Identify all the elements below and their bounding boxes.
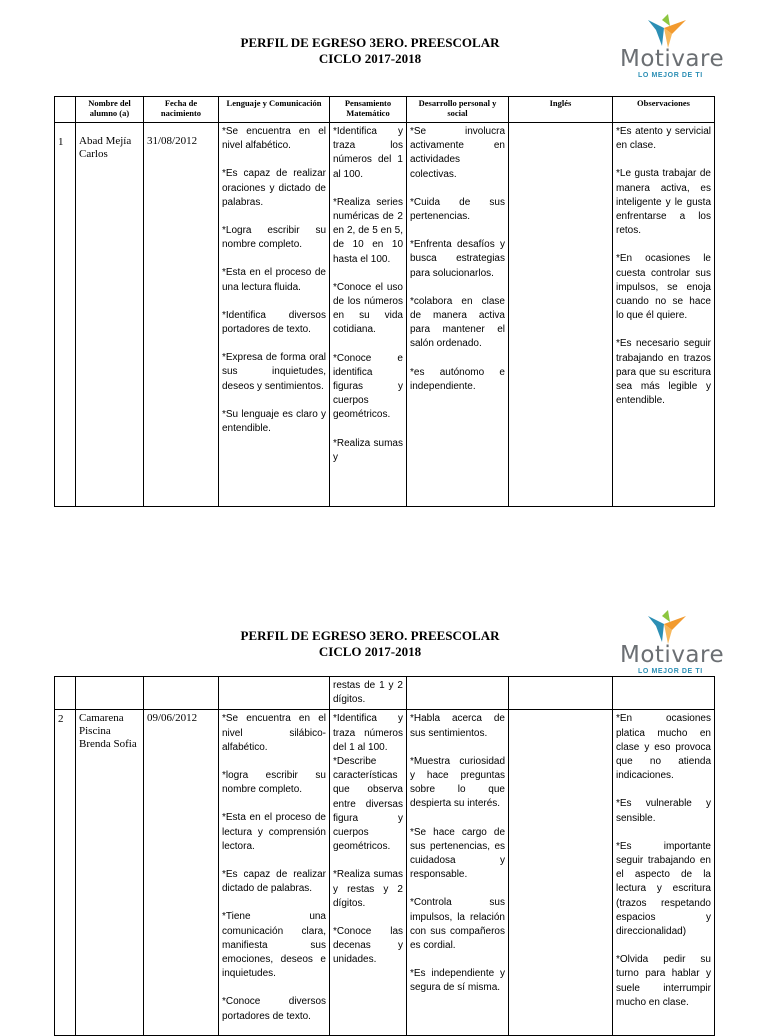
table-row [55, 123, 715, 507]
paragraph: *En ocasiones le cuesta controlar sus impulsos, se enoja cuando no se hace lo que él quiere. [616, 253, 711, 322]
paragraph: *Es capaz de realizar oraciones y dictado de palabras. [222, 168, 326, 208]
cell-observaciones [613, 123, 715, 507]
cell-ingles [509, 710, 613, 1036]
paragraph: *Identifica y traza los números del 1 al 100. [333, 126, 403, 180]
page-title [200, 35, 540, 67]
paragraph: *Su lenguaje es claro y entendible. [222, 408, 326, 435]
cell-empty [219, 677, 330, 710]
cell-pensamiento-continued: restas de 1 y 2 dígitos. [330, 677, 407, 710]
title-line-1: PERFIL DE EGRESO 3ERO. PREESCOLAR [240, 628, 500, 643]
cell-desarrollo [407, 123, 509, 507]
motivare-logo [616, 14, 726, 84]
paragraph: *Realiza sumas y [333, 437, 403, 463]
paragraph: *Expresa de forma oral sus inquietudes, deseos y sentimientos. [222, 352, 326, 392]
paragraph: *Esta en el proceso de lectura y comprensión lectora. [222, 812, 326, 852]
paragraph: *Se encuentra en el nivel alfabético. [222, 126, 326, 152]
paragraph: *Muestra curiosidad y hace preguntas sobre lo que despierta su interés. [410, 755, 505, 810]
paragraph: *Se involucra activamente en actividades colectivas. [410, 126, 505, 180]
paragraph: *logra escribir su nombre completo. [222, 770, 326, 796]
paragraph: *Conoce las decenas y unidades. [333, 926, 403, 966]
cell-empty [144, 677, 219, 710]
paragraph: *Le gusta trabajar de manera activa, es inteligente y le gusta enfrentarse a los retos. [616, 168, 711, 237]
paragraph: *Logra escribir su nombre completo. [222, 225, 326, 251]
paragraph: *Olvida pedir su turno para hablar y suele interrumpir mucho en clase. [616, 954, 711, 1008]
logo-tagline: LO MEJOR DE TI [638, 72, 703, 79]
title-line-2: CICLO 2017-2018 [318, 51, 422, 66]
cell-empty [407, 677, 509, 710]
student-name: Camarena Piscina Brenda Sofia [76, 710, 144, 1036]
birth-date: 31/08/2012 [144, 123, 219, 507]
paragraph: *Realiza sumas y restas y 2 dígitos. [333, 869, 403, 909]
paragraph: *Identifica diversos portadores de texto. [222, 309, 326, 336]
paragraph: *Es importante seguir trabajando en el aspecto de la lectura y escritura (trazos respetando espacios y direccionalidad) [616, 840, 711, 938]
paragraph: *Es necesario seguir trabajando en trazos para que su escritura sea más legible y entendible. [616, 338, 711, 407]
row-number: 2 [55, 710, 76, 1036]
header-row [55, 97, 715, 123]
logo-tagline: LO MEJOR DE TI [638, 668, 703, 675]
paragraph: *es autónomo e independiente. [410, 366, 505, 392]
logo-word: Motivare [620, 642, 725, 668]
motivare-logo [616, 610, 726, 680]
star-logo-icon [644, 14, 690, 50]
header-ingles: Inglés [509, 97, 613, 123]
page-title [200, 628, 540, 660]
header-observaciones: Observaciones [613, 97, 715, 123]
paragraph: *Tiene una comunicación clara, manifiesta sus emociones, deseos e inquietudes. [222, 911, 326, 980]
title-line-2: CICLO 2017-2018 [318, 644, 422, 659]
paragraph: *Controla sus impulsos, la relación con sus compañeros es cordial. [410, 897, 505, 952]
row-number: 1 [55, 123, 76, 507]
paragraph: *Es capaz de realizar dictado de palabras. [222, 869, 326, 895]
cell-empty [76, 677, 144, 710]
paragraph: *Conoce diversos portadores de texto. [222, 996, 326, 1022]
header-num [55, 97, 76, 123]
cell-pensamiento [330, 710, 407, 1036]
paragraph: *Cuida de sus pertenencias. [410, 196, 505, 223]
table-row [55, 710, 715, 1036]
cell-desarrollo [407, 710, 509, 1036]
paragraph: *Habla acerca de sus sentimientos. [410, 713, 505, 739]
paragraph: *Se hace cargo de sus pertenencias, es cuidadosa y responsable. [410, 826, 505, 881]
paragraph: *Es vulnerable y sensible. [616, 798, 711, 824]
student-table-1 [54, 96, 715, 507]
student-table-2 [54, 676, 715, 1036]
header-fecha: Fecha de nacimiento [144, 97, 219, 123]
birth-date: 09/06/2012 [144, 710, 219, 1036]
paragraph: *Realiza series numéricas de 2 en 2, de 5 en 5, de 10 en 10 hasta el 100. [333, 196, 403, 265]
header-desarrollo: Desarrollo personal y social [407, 97, 509, 123]
paragraph: *Es independiente y segura de sí misma. [410, 968, 505, 994]
paragraph: *Enfrenta desafíos y busca estrategias para solucionarlos. [410, 239, 505, 279]
paragraph: *colabora en clase de manera activa para mantener el salón ordenado. [410, 295, 505, 350]
cell-empty [55, 677, 76, 710]
cell-observaciones [613, 710, 715, 1036]
student-name: Abad Mejía Carlos [76, 123, 144, 507]
cell-pensamiento [330, 123, 407, 507]
paragraph: *En ocasiones platica mucho en clase y eso provoca que no atienda indicaciones. [616, 713, 711, 782]
paragraph: *Es atento y servicial en clase. [616, 126, 711, 152]
cell-empty [613, 677, 715, 710]
cell-lenguaje [219, 123, 330, 507]
header-nombre: Nombre del alumno (a) [76, 97, 144, 123]
header-lenguaje: Lenguaje y Comunicación [219, 97, 330, 123]
paragraph: *Identifica y traza números del 1 al 100. [333, 713, 403, 753]
paragraph: *Conoce el uso de los números en su vida cotidiana. [333, 281, 403, 336]
paragraph: *Esta en el proceso de una lectura fluida. [222, 267, 326, 293]
logo-word: Motivare [620, 46, 725, 72]
continuation-row [55, 677, 715, 710]
cell-empty [509, 677, 613, 710]
star-logo-icon [644, 610, 690, 646]
cell-lenguaje [219, 710, 330, 1036]
paragraph: *Conoce e identifica figuras y cuerpos geométricos. [333, 352, 403, 421]
cell-ingles [509, 123, 613, 507]
paragraph: *Se encuentra en el nivel silábico-alfabético. [222, 713, 326, 753]
paragraph: *Describe características que observa entre diversas figura y cuerpos geométricos. [333, 756, 403, 853]
title-line-1: PERFIL DE EGRESO 3ERO. PREESCOLAR [240, 35, 500, 50]
header-pensamiento: Pensamiento Matemático [330, 97, 407, 123]
